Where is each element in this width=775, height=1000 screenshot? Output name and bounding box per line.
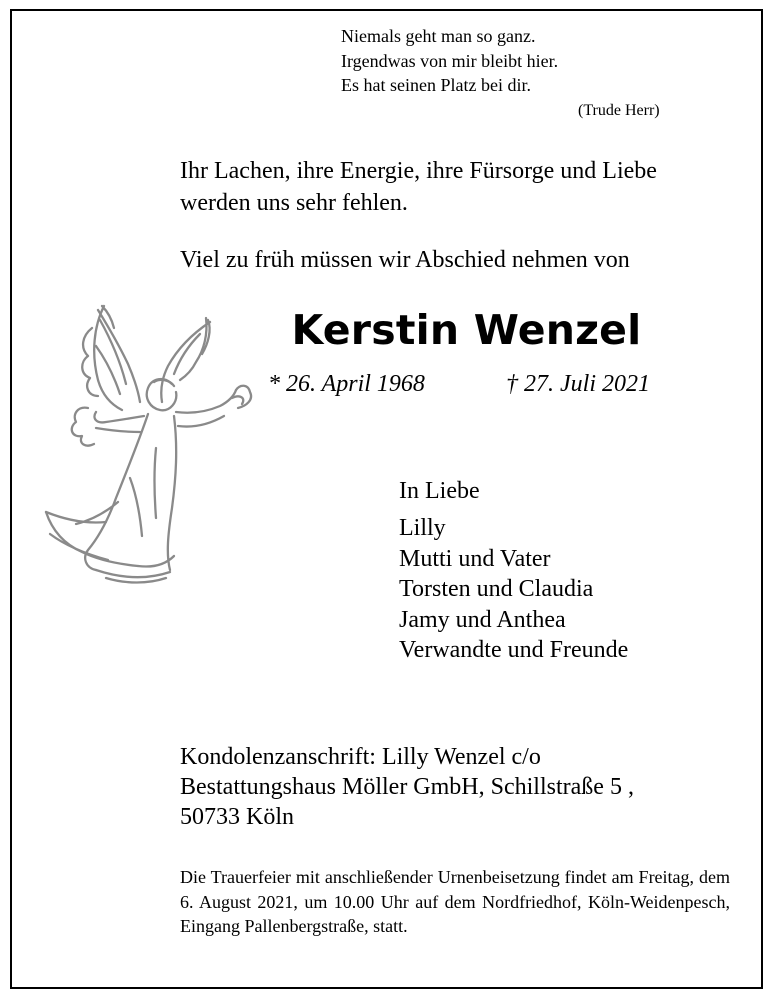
birth-date: * 26. April 1968 xyxy=(268,371,425,397)
service-details: Die Trauerfeier mit anschließender Urnenbeisetzung findet am Freitag, dem 6. August 2021, um 10.00 Uhr auf dem Nordfriedhof, Köln-Weidenpesch, Eingang Pallenbergstraße, statt. xyxy=(180,867,730,937)
poem-line: Niemals geht man so ganz. xyxy=(341,26,536,46)
intro-line: werden uns sehr fehlen. xyxy=(180,189,408,216)
poem-author: (Trude Herr) xyxy=(578,102,660,119)
poem-line: Irgendwas von mir bleibt hier. xyxy=(341,50,559,71)
mourner-name: Mutti und Vater xyxy=(399,545,551,572)
poem-line: Es hat seinen Platz bei dir. xyxy=(341,75,531,95)
deceased-name: Kerstin Wenzel xyxy=(291,306,642,354)
poem xyxy=(341,24,558,98)
condolence-address xyxy=(180,742,634,832)
mourner-name: Torsten und Claudia xyxy=(399,576,594,602)
mourner-name: Jamy und Anthea xyxy=(399,606,566,633)
mourner-name: Verwandte und Freunde xyxy=(399,637,629,663)
farewell-lead: Viel zu früh müssen wir Abschied nehmen von xyxy=(180,247,630,273)
address-line: Kondolenzanschrift: Lilly Wenzel c/o xyxy=(180,744,541,770)
death-date: † 27. Juli 2021 xyxy=(506,371,650,397)
mourners-list xyxy=(399,513,628,666)
address-line: Bestattungshaus Möller GmbH, Schillstraße 5 , xyxy=(180,774,634,800)
intro-text xyxy=(180,156,657,219)
mourners-title: In Liebe xyxy=(399,478,480,504)
intro-line: Ihr Lachen, ihre Energie, ihre Fürsorge und Liebe xyxy=(180,158,657,184)
address-line: 50733 Köln xyxy=(180,804,294,830)
mourner-name: Lilly xyxy=(399,515,446,541)
